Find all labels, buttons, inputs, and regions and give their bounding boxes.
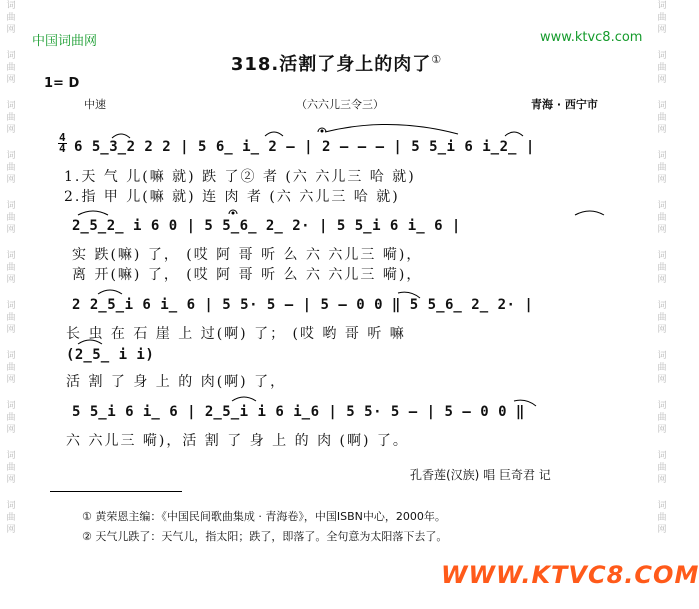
lyric-line-1-verse-1: 1.天 气 儿(嘛 就) 跌 了② 者 (六 六儿三 哈 就) <box>64 169 416 185</box>
site-name-link[interactable]: 中国词曲网 <box>32 34 98 49</box>
title-footnote-mark: ① <box>431 53 443 66</box>
time-signature-bottom: 4 <box>58 142 67 155</box>
notation-line-3: 2 2̲5̲i 6 i̲ 6 | 5 5· 5 — | 5 — 0 0 ‖ 5 5̲6̲ 2̲ 2· | <box>72 297 534 313</box>
notation-line-4: (2̲5̲ i i) <box>66 347 155 363</box>
glide-arrow <box>514 400 536 406</box>
lyric-line-5: 六 六儿三 嗬)，活 割 了 身 上 的 肉 (啊) 了。 <box>66 433 409 449</box>
fermata-dot <box>321 130 323 132</box>
slur-arc <box>232 397 256 401</box>
song-title-text: 318.活割了身上的肉了 <box>230 54 432 75</box>
region-label: 青海 · 西宁市 <box>531 98 598 111</box>
slur-arc <box>78 211 108 215</box>
notation-line-1: 6 5̲3̲2 2 2 | 5 6̲ i̲ 2 — | 2 — — — | 5 5̲i 6 i̲2̲ | <box>74 139 535 155</box>
footnote-2: ② 天气儿跌了：天气儿，指太阳；跌了，即落了。全句意为太阳落下去了。 <box>82 530 448 543</box>
slur-arc <box>575 211 604 215</box>
watermark-right: 词曲网 词曲网 词曲网 词曲网 词曲网 词曲网 词曲网 词曲网 词曲网 词曲网 词曲网 <box>657 1 667 535</box>
fermata-dot <box>232 212 234 214</box>
slur-arc <box>78 340 102 344</box>
watermark-left: 词曲网 词曲网 词曲网 词曲网 词曲网 词曲网 词曲网 词曲网 词曲网 词曲网 词曲网 <box>6 1 16 535</box>
slur-arc <box>112 134 130 138</box>
tune-name: （六六儿三令三） <box>296 98 384 111</box>
site-url-link[interactable]: www.ktvc8.com <box>540 30 643 45</box>
footnote-divider <box>50 491 182 492</box>
slur-arc <box>265 132 283 136</box>
lyric-line-4: 活 割 了 身 上 的 肉(啊) 了， <box>66 374 287 390</box>
time-signature-top: 4 <box>58 131 67 144</box>
slur-arc <box>98 290 122 294</box>
footer-url-logo[interactable]: WWW.KTVC8.COM <box>441 561 699 589</box>
glide-arrow <box>398 292 420 298</box>
performer-credit: 孔香莲(汉族) 唱 巨奇君 记 <box>410 468 551 482</box>
footnote-1: ① 黄荣恩主编：《中国民间歌曲集成 · 青海卷》，中国ISBN中心，2000年。 <box>82 510 446 523</box>
slur-arc <box>505 132 523 136</box>
tempo-marking: 中速 <box>84 98 106 111</box>
lyric-line-2-verse-2: 离 开(嘛) 了， (哎 阿 哥 听 么 六 六儿三 嗬)， <box>72 267 423 283</box>
notation-line-5: 5 5̲i 6 i̲ 6 | 2̲5̲i i 6 i̲6 | 5 5· 5 — | 5 — 0 0 ‖ <box>72 404 525 420</box>
lyric-line-1-verse-2: 2.指 甲 儿(嘛 就) 连 肉 者 (六 六儿三 哈 就) <box>64 189 400 205</box>
notation-line-2: 2̲5̲2̲ i 6 0 | 5 5̲6̲ 2̲ 2· | 5 5̲i 6 i̲ 6 | <box>72 218 461 234</box>
tie-arc <box>325 124 458 134</box>
lyric-line-3: 长 虫 在 石 崖 上 过(啊) 了； (哎 哟 哥 听 嘛 <box>66 326 406 342</box>
key-signature: 1= D <box>44 76 80 91</box>
lyric-line-2-verse-1: 实 跌(嘛) 了， (哎 阿 哥 听 么 六 六儿三 嗬)， <box>72 247 423 263</box>
